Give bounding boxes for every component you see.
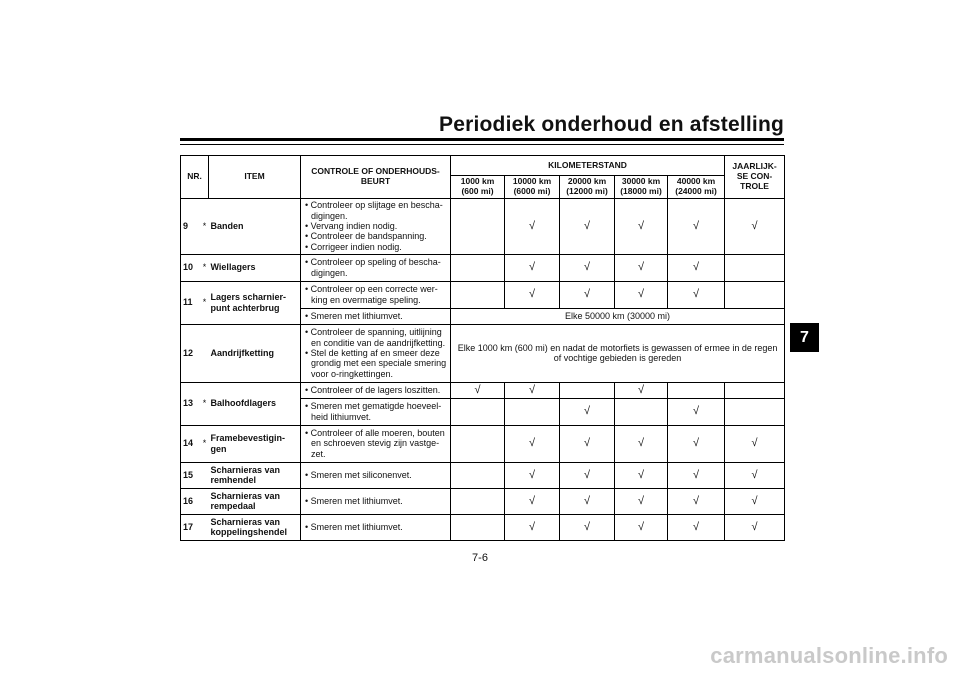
task-item: • Smeren met siliconenvet. <box>303 470 448 480</box>
check-mark: √ <box>668 398 725 425</box>
interval-empty <box>451 462 505 488</box>
check-mark: √ <box>615 425 668 462</box>
header-kilometerstand: KILOMETERSTAND <box>451 156 725 176</box>
check-mark: √ <box>668 488 725 514</box>
task-item: • Smeren met lithiumvet. <box>303 522 448 532</box>
table-row <box>181 198 785 254</box>
item-name: Balhoofdlagers <box>209 382 301 425</box>
check-mark: √ <box>505 488 560 514</box>
check-mark: √ <box>725 488 785 514</box>
title-rule-thin <box>180 144 784 145</box>
task-cell <box>301 254 451 281</box>
interval-empty <box>451 425 505 462</box>
table-row <box>181 281 785 308</box>
row-number: 12 <box>181 324 201 382</box>
interval-empty <box>725 382 785 398</box>
check-mark: √ <box>615 462 668 488</box>
check-mark: √ <box>725 514 785 540</box>
task-cell <box>301 382 451 398</box>
check-mark: √ <box>560 198 615 254</box>
dealer-mark <box>201 514 209 540</box>
row-number: 10 <box>181 254 201 281</box>
header-jaarlijkse-controle: JAARLIJK-SE CON-TROLE <box>725 156 785 199</box>
check-mark: √ <box>725 462 785 488</box>
task-cell <box>301 324 451 382</box>
interval-empty <box>451 281 505 308</box>
item-name: Lagers scharnier-punt achterbrug <box>209 281 301 324</box>
check-mark: √ <box>505 462 560 488</box>
header-controle: CONTROLE OF ONDERHOUDS-BEURT <box>301 156 451 199</box>
check-mark: √ <box>505 425 560 462</box>
interval-empty <box>725 398 785 425</box>
header-km-col: 30000 km (18000 mi) <box>615 176 668 199</box>
table-row <box>181 254 785 281</box>
table-row <box>181 514 785 540</box>
check-mark: √ <box>615 514 668 540</box>
check-mark: √ <box>505 382 560 398</box>
row-number: 11 <box>181 281 201 324</box>
header-km-col: 10000 km (6000 mi) <box>505 176 560 199</box>
task-item: • Vervang indien nodig. <box>303 221 448 231</box>
check-mark: √ <box>615 254 668 281</box>
task-item: • Controleer op slijtage en bescha-digingen. <box>303 200 448 221</box>
dealer-mark <box>201 462 209 488</box>
interval-note: Elke 50000 km (30000 mi) <box>451 308 785 324</box>
check-mark: √ <box>668 425 725 462</box>
task-item: • Smeren met lithiumvet. <box>303 311 448 321</box>
row-number: 15 <box>181 462 201 488</box>
dealer-mark: * <box>201 254 209 281</box>
check-mark: √ <box>668 514 725 540</box>
header-km-col: 40000 km (24000 mi) <box>668 176 725 199</box>
interval-note: Elke 1000 km (600 mi) en nadat de motorfiets is gewassen of ermee in de regen of vochtige gebieden is gereden <box>451 324 785 382</box>
check-mark: √ <box>615 382 668 398</box>
check-mark: √ <box>668 462 725 488</box>
task-item: • Controleer de spanning, uitlijning en conditie van de aandrijfketting. <box>303 327 448 348</box>
interval-empty <box>451 198 505 254</box>
check-mark: √ <box>560 462 615 488</box>
check-mark: √ <box>725 198 785 254</box>
item-name: Framebevestigin-gen <box>209 425 301 462</box>
check-mark: √ <box>560 488 615 514</box>
check-mark: √ <box>725 425 785 462</box>
task-cell <box>301 462 451 488</box>
dealer-mark: * <box>201 198 209 254</box>
interval-empty <box>451 488 505 514</box>
table-row <box>181 425 785 462</box>
dealer-mark: * <box>201 382 209 425</box>
task-item: • Stel de ketting af en smeer deze grondig met een speciale smering voor o-ringkettingen. <box>303 348 448 379</box>
interval-empty <box>668 382 725 398</box>
row-number: 17 <box>181 514 201 540</box>
task-item: • Smeren met gematigde hoeveel-heid lithiumvet. <box>303 401 448 422</box>
header-km-col: 20000 km (12000 mi) <box>560 176 615 199</box>
interval-empty <box>451 254 505 281</box>
check-mark: √ <box>505 198 560 254</box>
item-name: Aandrijfketting <box>209 324 301 382</box>
header-item: ITEM <box>209 156 301 199</box>
task-item: • Controleer of alle moeren, bouten en schroeven stevig zijn vastge-zet. <box>303 428 448 459</box>
table-row <box>181 462 785 488</box>
maintenance-table <box>180 155 785 541</box>
dealer-mark: * <box>201 281 209 324</box>
row-number: 16 <box>181 488 201 514</box>
check-mark: √ <box>615 198 668 254</box>
row-number: 14 <box>181 425 201 462</box>
check-mark: √ <box>668 198 725 254</box>
item-name: Scharnieras van rempedaal <box>209 488 301 514</box>
interval-empty <box>451 398 505 425</box>
interval-empty <box>725 281 785 308</box>
interval-empty <box>725 254 785 281</box>
check-mark: √ <box>505 281 560 308</box>
task-cell <box>301 198 451 254</box>
dealer-mark <box>201 324 209 382</box>
watermark: carmanualsonline.info <box>710 643 948 668</box>
task-item: • Smeren met lithiumvet. <box>303 496 448 506</box>
check-mark: √ <box>560 514 615 540</box>
check-mark: √ <box>505 254 560 281</box>
task-item: • Corrigeer indien nodig. <box>303 242 448 252</box>
check-mark: √ <box>560 254 615 281</box>
task-cell <box>301 398 451 425</box>
task-item: • Controleer op een correcte wer-king en overmatige speling. <box>303 284 448 305</box>
item-name: Wiellagers <box>209 254 301 281</box>
check-mark: √ <box>668 254 725 281</box>
interval-empty <box>560 382 615 398</box>
interval-empty <box>505 398 560 425</box>
dealer-mark <box>201 488 209 514</box>
dealer-mark: * <box>201 425 209 462</box>
check-mark: √ <box>615 488 668 514</box>
table-row <box>181 488 785 514</box>
check-mark: √ <box>615 281 668 308</box>
header-nr: NR. <box>181 156 209 199</box>
task-cell <box>301 308 451 324</box>
chapter-tab: 7 <box>790 323 819 352</box>
task-cell <box>301 281 451 308</box>
row-number: 9 <box>181 198 201 254</box>
task-cell <box>301 425 451 462</box>
check-mark: √ <box>560 281 615 308</box>
table-row <box>181 382 785 398</box>
interval-empty <box>615 398 668 425</box>
row-number: 13 <box>181 382 201 425</box>
check-mark: √ <box>505 514 560 540</box>
check-mark: √ <box>668 281 725 308</box>
interval-empty <box>451 514 505 540</box>
check-mark: √ <box>560 425 615 462</box>
item-name: Scharnieras van remhendel <box>209 462 301 488</box>
task-item: • Controleer of de lagers loszitten. <box>303 385 448 395</box>
item-name: Scharnieras van koppelingshendel <box>209 514 301 540</box>
task-cell <box>301 488 451 514</box>
task-item: • Controleer de bandspanning. <box>303 231 448 241</box>
task-item: • Controleer op speling of bescha-digingen. <box>303 257 448 278</box>
title-rule-thick <box>180 138 784 141</box>
check-mark: √ <box>560 398 615 425</box>
page-number: 7-6 <box>472 552 488 564</box>
item-name: Banden <box>209 198 301 254</box>
page-title: Periodiek onderhoud en afstelling <box>439 113 784 136</box>
header-km-col: 1000 km (600 mi) <box>451 176 505 199</box>
task-cell <box>301 514 451 540</box>
check-mark: √ <box>451 382 505 398</box>
table-row <box>181 324 785 382</box>
